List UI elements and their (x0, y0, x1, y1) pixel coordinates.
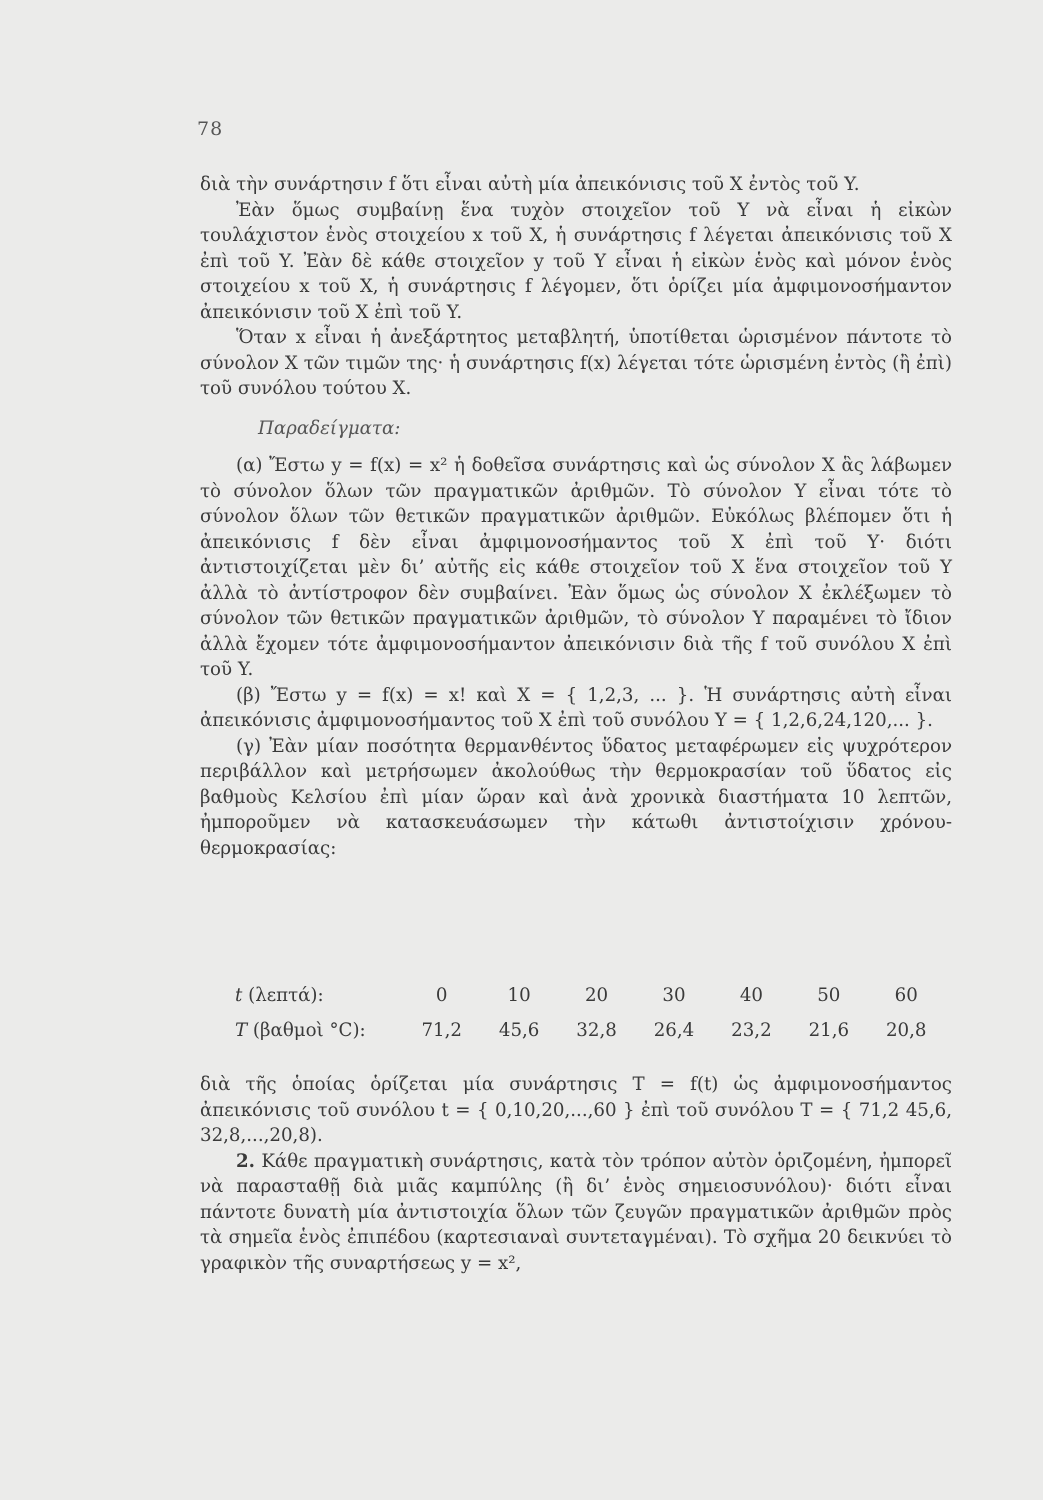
temperature-cell: 32,8 (576, 1020, 617, 1041)
section-2-text: Κάθε πραγματικὴ συνάρτησις, κατὰ τὸν τρόπον αὐτὸν ὁριζομένη, ἠμπορεῖ νὰ παρασταθῇ διὰ μιᾶς καμπύλης (ἢ δι’ ἑνὸς σημειοσυνόλου)· διότι εἶναι πάντοτε δυνατὴ μία ἀντιστοιχία ὅλων τῶν ζευγῶν πραγματικῶν ἀριθμῶν πρὸς τὰ σημεῖα ἑνὸς ἐπιπέδου (καρτεσιαναὶ συντεταγμέναι). Τὸ σχῆμα 20 δεικνύει τὸ γραφικὸν τῆς συναρτήσεως y = x², (200, 1150, 952, 1274)
example-a: (α) Ἔστω y = f(x) = x² ἡ δοθεῖσα συνάρτησις καὶ ὡς σύνολον X ἃς λάβωμεν τὸ σύνολον ὅλων τῶν πραγματικῶν ἀριθμῶν. Τὸ σύνολον Y εἶναι τότε τὸ σύνολον ὅλων τῶν θετικῶν πραγματικῶν ἀριθμῶν. Εὐκόλως βλέπομεν ὅτι ἡ ἀπεικόνισις f δὲν εἶναι ἀμφιμονοσήμαντος τοῦ X ἐπὶ τοῦ Y· διότι ἀντιστοιχίζεται μὲν δι’ αὐτῆς εἰς κάθε στοιχεῖον τοῦ X ἕνα στοιχεῖον τοῦ Y ἀλλὰ τὸ ἀντίστροφον δὲν συμβαίνει. Ἐὰν ὅμως ὡς σύνολον X ἐκλέξωμεν τὸ σύνολον τῶν θετικῶν πραγματικῶν ἀριθμῶν, τὸ σύνολον Y παραμένει τὸ ἴδιον ἀλλὰ ἔχομεν τότε ἀμφιμονοσήμαντον ἀπεικόνισιν διὰ τῆς f τοῦ συνόλου X ἐπὶ τοῦ Y. (200, 455, 952, 680)
example-b: (β) Ἔστω y = f(x) = x! καὶ X = { 1,2,3, ... }. Ἡ συνάρτησις αὐτὴ εἶναι ἀπεικόνισις ἀμφιμονοσήμαντος τοῦ X ἐπὶ τοῦ συνόλου Y = { 1,2,6,24,120,... }. (200, 684, 952, 731)
temperature-cell: 20,8 (885, 1020, 927, 1041)
time-variable: t (235, 985, 243, 1006)
time-row-label (235, 985, 403, 1006)
time-cell: 20 (584, 985, 609, 1006)
temperature-unit-label: (βαθμοὶ °C): (247, 1020, 366, 1041)
example-c: (γ) Ἐὰν μίαν ποσότητα θερμανθέντος ὕδατος μεταφέρωμεν εἰς ψυχρότερον περιβάλλον καὶ μετρήσωμεν ἀκολούθως τὴν θερμοκρασίαν τοῦ ὕδατος εἰς βαθμοὺς Κελσίου ἐπὶ μίαν ὥραν καὶ ἀνὰ χρονικὰ διαστήματα 10 λεπτῶν, ἠμποροῦμεν νὰ κατασκευάσωμεν τὴν κάτωθι ἀντιστοίχισιν χρόνου-θερμοκρασίας: (200, 735, 952, 859)
time-unit-label: (λεπτά): (242, 985, 324, 1006)
text-lower (200, 1072, 952, 1276)
section-number: 2. (236, 1150, 255, 1172)
section-2-paragraph (200, 1149, 952, 1277)
temperature-cell: 23,2 (731, 1020, 772, 1041)
paragraph-3: Ὅταν x εἶναι ἡ ἀνεξάρτητος μεταβλητή, ὑποτίθεται ὡρισμένον πάντοτε τὸ σύνολον X τῶν τιμῶν της· ἡ συνάρτησις f(x) λέγεται τότε ὡρισμένη ἐντὸς (ἢ ἐπὶ) τοῦ συνόλου τούτου X. (200, 327, 952, 399)
paragraph-after-table: διὰ τῆς ὁποίας ὁρίζεται μία συνάρτησις T = f(t) ὡς ἀμφιμονοσήμαντος ἀπεικόνισις τοῦ συνόλου t = { 0,10,20,...,60 } ἐπὶ τοῦ συνόλου T = { 71,2 45,6, 32,8,...,20,8). (200, 1074, 952, 1146)
temperature-variable: T (235, 1020, 248, 1041)
text-upper (200, 172, 952, 861)
temperature-cell: 71,2 (421, 1020, 462, 1041)
time-cell: 60 (894, 985, 918, 1006)
time-cell: 0 (435, 985, 448, 1006)
table-row-time (235, 985, 945, 1006)
table-row-temperature (235, 1020, 945, 1041)
time-cell: 50 (817, 985, 841, 1006)
paragraph-2: Ἐὰν ὅμως συμβαίνῃ ἕνα τυχὸν στοιχεῖον τοῦ Y νὰ εἶναι ἡ εἰκὼν τουλάχιστον ἑνὸς στοιχείου x τοῦ X, ἡ συνάρτησις f λέγεται ἀπεικόνισις τοῦ X ἐπὶ τοῦ Y. Ἐὰν δὲ κάθε στοιχεῖον y τοῦ Y εἶναι ἡ εἰκὼν ἑνὸς καὶ μόνον ἑνὸς στοιχείου x τοῦ X, ἡ συνάρτησις f λέγομεν, ὅτι ὁρίζει μία ἀμφιμονοσήμαντον ἀπεικόνισιν τοῦ X ἐπὶ τοῦ Y. (200, 199, 952, 323)
temperature-cell: 21,6 (808, 1020, 850, 1041)
temperature-row-label (235, 1020, 403, 1041)
time-cell: 40 (739, 985, 763, 1006)
paragraph-1: διὰ τὴν συνάρτησιν f ὅτι εἶναι αὐτὴ μία ἀπεικόνισις τοῦ X ἐντὸς τοῦ Y. (200, 174, 860, 195)
time-cell: 10 (507, 985, 531, 1006)
temperature-cell: 45,6 (498, 1020, 540, 1041)
temperature-cell: 26,4 (653, 1020, 695, 1041)
page-number: 78 (197, 118, 224, 140)
time-cell: 30 (662, 985, 686, 1006)
examples-heading: Παραδείγματα: (258, 417, 401, 439)
